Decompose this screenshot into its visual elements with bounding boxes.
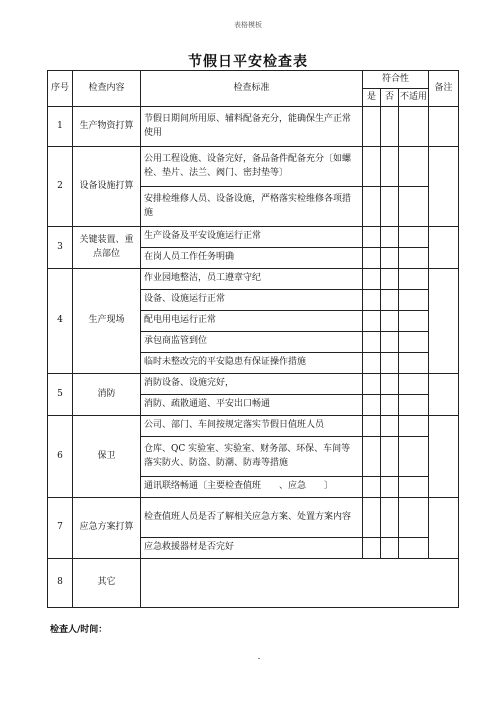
check-yes[interactable] bbox=[363, 395, 381, 416]
remarks-cell[interactable] bbox=[429, 416, 459, 498]
check-yes[interactable] bbox=[363, 311, 381, 332]
row-standard: 生产设备及平安设施运行正常 bbox=[141, 227, 363, 248]
row-content: 生产物资打算 bbox=[73, 107, 141, 147]
row-standard: 公用工程设施、设备完好，备品备件配备充分〔如螺栓、垫片、法兰、阀门、密封垫等〕 bbox=[141, 147, 363, 187]
remarks-cell[interactable] bbox=[429, 227, 459, 269]
row-standard: 节假日期间所用原、辅料配备充分，能确保生产正常使用 bbox=[141, 107, 363, 147]
check-yes[interactable] bbox=[363, 187, 381, 227]
row-seq: 4 bbox=[48, 269, 73, 374]
remarks-cell[interactable] bbox=[429, 107, 459, 147]
page-title: 节假日平安检查表 bbox=[188, 54, 308, 70]
remarks-cell[interactable] bbox=[429, 269, 459, 374]
check-no[interactable] bbox=[381, 477, 399, 498]
col-seq: 序号 bbox=[48, 71, 73, 107]
remarks-cell[interactable] bbox=[429, 498, 459, 559]
row-content: 设备设施打算 bbox=[73, 147, 141, 227]
col-no: 否 bbox=[381, 89, 399, 107]
check-na[interactable] bbox=[399, 187, 429, 227]
row-standard: 应急救援器材是否完好 bbox=[141, 538, 363, 559]
row-standard: 临时未整改完的平安隐患有保证操作措施 bbox=[141, 353, 363, 374]
check-no[interactable] bbox=[381, 227, 399, 248]
check-na[interactable] bbox=[399, 248, 429, 269]
row-seq: 5 bbox=[48, 374, 73, 416]
page-header: 表格模板 bbox=[234, 21, 262, 29]
check-no[interactable] bbox=[381, 332, 399, 353]
row-standard: 配电用电运行正常 bbox=[141, 311, 363, 332]
check-no[interactable] bbox=[381, 437, 399, 477]
check-na[interactable] bbox=[399, 477, 429, 498]
col-yes: 是 bbox=[363, 89, 381, 107]
check-na[interactable] bbox=[399, 416, 429, 437]
inspector-label: 检查人/时间： bbox=[50, 625, 108, 635]
check-na[interactable] bbox=[399, 107, 429, 147]
check-no[interactable] bbox=[381, 395, 399, 416]
checklist-table bbox=[47, 70, 459, 608]
check-na[interactable] bbox=[399, 498, 429, 538]
check-yes[interactable] bbox=[363, 416, 381, 437]
page-dot bbox=[258, 658, 260, 659]
row-standard: 承包商监管到位 bbox=[141, 332, 363, 353]
row-standard: 安排检维修人员、设备设施，严格落实检维修各项措施 bbox=[141, 187, 363, 227]
row-content: 消防 bbox=[73, 374, 141, 416]
col-conformity: 符合性 bbox=[363, 71, 429, 89]
check-na[interactable] bbox=[399, 353, 429, 374]
check-yes[interactable] bbox=[363, 269, 381, 290]
check-no[interactable] bbox=[381, 498, 399, 538]
check-no[interactable] bbox=[381, 538, 399, 559]
check-na[interactable] bbox=[399, 374, 429, 395]
check-na[interactable] bbox=[399, 311, 429, 332]
check-na[interactable] bbox=[399, 538, 429, 559]
check-no[interactable] bbox=[381, 416, 399, 437]
check-no[interactable] bbox=[381, 353, 399, 374]
check-yes[interactable] bbox=[363, 248, 381, 269]
row-content: 其它 bbox=[73, 559, 141, 608]
check-no[interactable] bbox=[381, 147, 399, 187]
row-standard: 设备、设施运行正常 bbox=[141, 290, 363, 311]
row-standard: 消防、疏散通道、平安出口畅通 bbox=[141, 395, 363, 416]
check-no[interactable] bbox=[381, 248, 399, 269]
col-remarks: 备注 bbox=[429, 71, 459, 107]
check-na[interactable] bbox=[399, 437, 429, 477]
check-no[interactable] bbox=[381, 107, 399, 147]
row-standard: 检查值班人员是否了解相关应急方案、处置方案内容 bbox=[141, 498, 363, 538]
row-seq: 6 bbox=[48, 416, 73, 498]
check-no[interactable] bbox=[381, 187, 399, 227]
check-yes[interactable] bbox=[363, 374, 381, 395]
remarks-cell[interactable] bbox=[429, 147, 459, 227]
check-yes[interactable] bbox=[363, 353, 381, 374]
check-yes[interactable] bbox=[363, 107, 381, 147]
check-no[interactable] bbox=[381, 311, 399, 332]
check-na[interactable] bbox=[399, 269, 429, 290]
check-na[interactable] bbox=[399, 395, 429, 416]
check-yes[interactable] bbox=[363, 477, 381, 498]
row-seq: 7 bbox=[48, 498, 73, 559]
other-notes-cell[interactable] bbox=[141, 559, 459, 608]
row-content: 保卫 bbox=[73, 416, 141, 498]
remarks-cell[interactable] bbox=[429, 374, 459, 416]
check-na[interactable] bbox=[399, 227, 429, 248]
check-yes[interactable] bbox=[363, 538, 381, 559]
col-content: 检查内容 bbox=[73, 71, 141, 107]
check-yes[interactable] bbox=[363, 332, 381, 353]
check-yes[interactable] bbox=[363, 437, 381, 477]
row-standard: 消防设备、设施完好， bbox=[141, 374, 363, 395]
col-na: 不适用 bbox=[399, 89, 429, 107]
check-na[interactable] bbox=[399, 290, 429, 311]
check-yes[interactable] bbox=[363, 290, 381, 311]
col-standard: 检查标准 bbox=[141, 71, 363, 107]
row-seq: 2 bbox=[48, 147, 73, 227]
check-no[interactable] bbox=[381, 290, 399, 311]
check-no[interactable] bbox=[381, 374, 399, 395]
check-no[interactable] bbox=[381, 269, 399, 290]
check-yes[interactable] bbox=[363, 227, 381, 248]
row-seq: 1 bbox=[48, 107, 73, 147]
row-content: 应急方案打算 bbox=[73, 498, 141, 559]
check-na[interactable] bbox=[399, 332, 429, 353]
row-seq: 8 bbox=[48, 559, 73, 608]
row-content: 关键装置、重点部位 bbox=[73, 227, 141, 269]
check-yes[interactable] bbox=[363, 147, 381, 187]
check-yes[interactable] bbox=[363, 498, 381, 538]
row-standard: 仓库、QC 实验室、实验室、财务部、环保、车间等落实防火、防盗、防潮、防毒等措施 bbox=[141, 437, 363, 477]
row-standard: 公司、部门、车间按规定落实节假日值班人员 bbox=[141, 416, 363, 437]
row-seq: 3 bbox=[48, 227, 73, 269]
row-standard: 在岗人员工作任务明确 bbox=[141, 248, 363, 269]
row-standard: 作业园地整洁，员工遵章守纪 bbox=[141, 269, 363, 290]
row-content: 生产现场 bbox=[73, 269, 141, 374]
check-na[interactable] bbox=[399, 147, 429, 187]
row-standard: 通讯联络畅通〔主要检查值班 、应急 〕 bbox=[141, 477, 363, 498]
